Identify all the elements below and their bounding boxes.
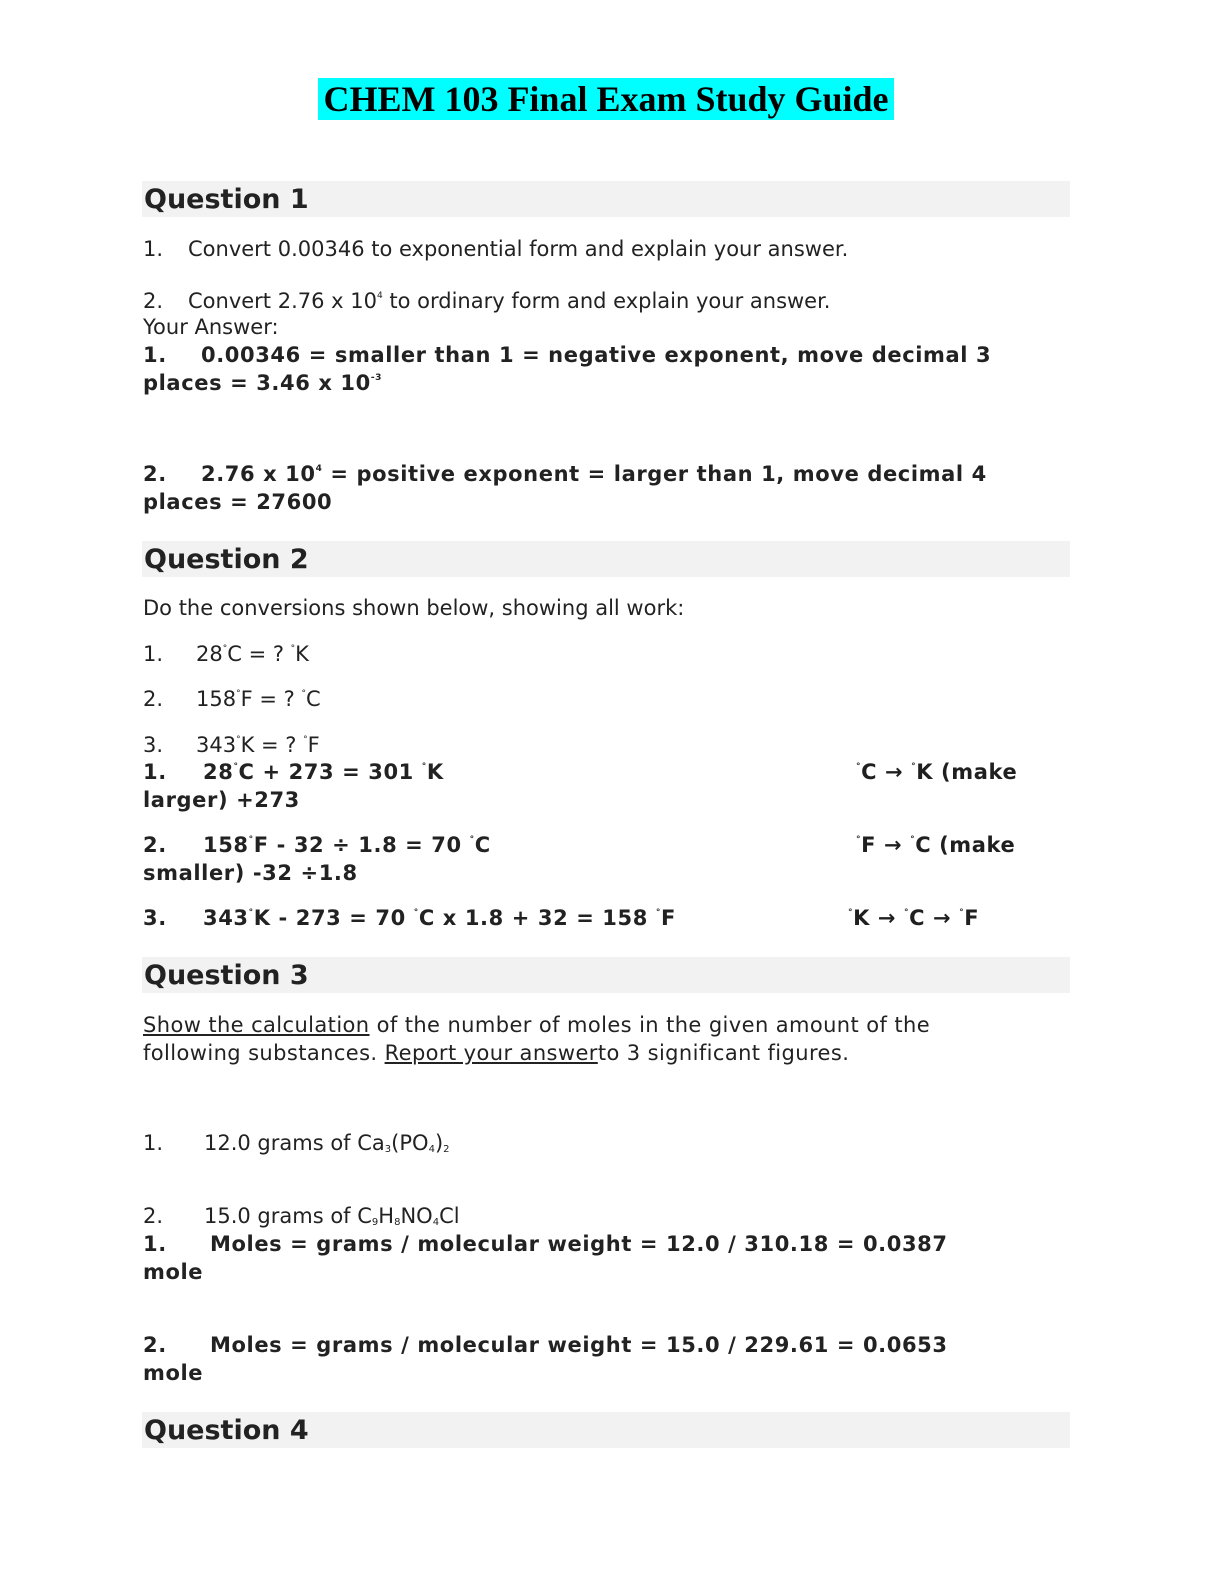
question-2-heading: Question 2 [142, 541, 1070, 577]
q1-item-2-pre: Convert 2.76 x 10 [188, 289, 377, 313]
degree-symbol: ° [655, 908, 661, 918]
q1-answer-2-pre: 2.76 x 10 [201, 462, 316, 486]
question-1-heading: Question 1 [142, 181, 1070, 217]
q3-item-2-subscript-2: 8 [394, 1217, 401, 1228]
q2-answer-2-mid: F - 32 ÷ 1.8 = 70 [253, 833, 470, 857]
q2-item-1-mid: C = ? [227, 642, 291, 666]
q2-answer-1-mid: C + 273 = 301 [238, 760, 422, 784]
q2-answer-3-number: 3. [143, 906, 167, 930]
q3-item-1-subscript-3: 2 [443, 1144, 450, 1155]
q3-item-2-h: H [378, 1204, 395, 1228]
q1-answer-2-number: 2. [143, 462, 167, 486]
q2-answer-1-number: 1. [143, 760, 167, 784]
degree-symbol: ° [413, 908, 419, 918]
q3-answer-1-text: Moles = grams / molecular weight = 12.0 / 310.18 = 0.0387 [210, 1232, 948, 1256]
q3-answer-2-text: Moles = grams / molecular weight = 15.0 / 229.61 = 0.0653 [210, 1333, 948, 1357]
q2-answer-3 [143, 904, 676, 932]
q1-your-answer-label: Your Answer: [143, 315, 279, 339]
degree-symbol: ° [904, 908, 910, 918]
degree-symbol: ° [233, 762, 239, 772]
degree-symbol: ° [469, 835, 475, 845]
degree-symbol: ° [248, 908, 254, 918]
degree-symbol: ° [236, 689, 241, 699]
q1-item-2-number: 2. [143, 289, 164, 313]
q2-answer-1-note-text: C → [861, 760, 912, 784]
q2-item-1-number: 1. [143, 642, 164, 666]
degree-symbol: ° [301, 689, 306, 699]
q1-item-2-post: to ordinary form and explain your answer. [382, 289, 831, 313]
q2-item-2-unit: C [305, 687, 321, 711]
q2-item-1-value: 28 [196, 642, 223, 666]
q3-item-1-mid: (PO [391, 1131, 429, 1155]
q3-intro-line-2 [143, 1039, 849, 1067]
q1-answer-2-line-2: places = 27600 [143, 490, 333, 514]
q3-answer-1-line-2: mole [143, 1260, 204, 1284]
degree-symbol: ° [911, 762, 917, 772]
q3-item-1-subscript-2: 4 [428, 1144, 435, 1155]
q2-item-2-value: 158 [196, 687, 237, 711]
q2-item-2-mid: F = ? [240, 687, 302, 711]
q3-answer-1-line-1 [143, 1230, 948, 1258]
q2-item-2-number: 2. [143, 687, 164, 711]
degree-symbol: ° [303, 735, 308, 745]
q2-answer-1-line-1 [143, 758, 444, 786]
q3-intro-text: of the number of moles in the given amount of the [369, 1013, 931, 1037]
q1-item-1-text: Convert 0.00346 to exponential form and explain your answer. [188, 237, 849, 261]
q3-item-2-subscript-3: 4 [432, 1217, 440, 1228]
q1-item-1-number: 1. [143, 237, 164, 261]
q3-item-2-pre: 15.0 grams of C [204, 1204, 372, 1228]
q3-item-2 [143, 1202, 460, 1230]
q2-answer-3-note-text-2: C → [909, 906, 960, 930]
q2-answer-2-number: 2. [143, 833, 167, 857]
q1-answer-2-exponent: 4 [315, 464, 323, 474]
report-answer-link[interactable]: Report your answer [384, 1041, 598, 1065]
q2-item-1-unit: K [295, 642, 309, 666]
q2-answer-3-mid: K - 273 = 70 [253, 906, 414, 930]
q3-answer-1-number: 1. [143, 1232, 167, 1256]
q3-item-1-subscript-1: 3 [384, 1144, 392, 1155]
degree-symbol: ° [856, 835, 862, 845]
q3-item-2-no: NO [400, 1204, 433, 1228]
degree-symbol: ° [290, 644, 296, 654]
q2-item-1 [143, 640, 309, 668]
q2-item-3-unit: F [307, 733, 320, 757]
q3-answer-2-number: 2. [143, 1333, 167, 1357]
q2-answer-3-value: 343 [203, 906, 249, 930]
q2-answer-1-unit: K [426, 760, 444, 784]
q1-answer-1-exponent: -3 [370, 373, 383, 383]
q2-answer-2-note [856, 831, 1015, 859]
q3-item-1-close: ) [434, 1131, 444, 1155]
q3-intro-text-2: following substances. [143, 1041, 385, 1065]
question-3-heading: Question 3 [142, 957, 1070, 993]
degree-symbol: ° [856, 762, 862, 772]
q2-answer-1-note-text-2: K (make [916, 760, 1018, 784]
degree-symbol: ° [421, 762, 427, 772]
q2-intro: Do the conversions shown below, showing all work: [143, 596, 685, 620]
q1-answer-1-line-1 [143, 341, 991, 369]
q1-item-2-exponent: 4 [376, 291, 383, 301]
q2-item-3-mid: K = ? [240, 733, 304, 757]
q2-answer-3-note [848, 904, 979, 932]
q2-answer-1-value: 28 [203, 760, 234, 784]
q3-item-2-number: 2. [143, 1204, 164, 1228]
show-calculation-link[interactable]: Show the calculation [143, 1013, 370, 1037]
q3-item-1-pre: 12.0 grams of Ca [204, 1131, 385, 1155]
q2-answer-3-unit: F [660, 906, 676, 930]
q1-item-2 [143, 287, 831, 315]
q1-answer-2-line-1 [143, 460, 987, 488]
degree-symbol: ° [236, 735, 241, 745]
q2-item-3-value: 343 [196, 733, 237, 757]
q2-answer-1-line-2: larger) +273 [143, 788, 300, 812]
q2-answer-3-note-text-3: F [964, 906, 980, 930]
question-4-heading: Question 4 [142, 1412, 1070, 1448]
q1-answer-1-text: 0.00346 = smaller than 1 = negative exponent, move decimal 3 [201, 343, 992, 367]
q2-answer-2-line-1 [143, 831, 491, 859]
q3-item-1 [143, 1129, 450, 1157]
q3-intro-text-3: to 3 significant figures. [597, 1041, 850, 1065]
page-title: CHEM 103 Final Exam Study Guide [318, 78, 894, 120]
q3-item-2-cl: Cl [439, 1204, 460, 1228]
q1-item-1 [143, 235, 848, 263]
q2-answer-2-line-2: smaller) -32 ÷1.8 [143, 861, 358, 885]
q2-answer-2-value: 158 [203, 833, 249, 857]
q2-item-2 [143, 685, 321, 713]
q2-item-3-number: 3. [143, 733, 164, 757]
degree-symbol: ° [910, 835, 916, 845]
q2-answer-3-mid-2: C x 1.8 + 32 = 158 [418, 906, 656, 930]
q2-answer-2-note-text: F → [861, 833, 911, 857]
q2-item-3 [143, 731, 320, 759]
q3-answer-2-line-1 [143, 1331, 948, 1359]
q2-answer-1-note [856, 758, 1017, 786]
degree-symbol: ° [222, 644, 228, 654]
degree-symbol: ° [848, 908, 854, 918]
q3-intro-line-1 [143, 1011, 930, 1039]
q3-answer-2-line-2: mole [143, 1361, 204, 1385]
q1-answer-1-line-2 [143, 369, 382, 397]
q2-answer-2-note-text-2: C (make [915, 833, 1016, 857]
degree-symbol: ° [248, 835, 254, 845]
q1-answer-1-line-2-text: places = 3.46 x 10 [143, 371, 371, 395]
degree-symbol: ° [959, 908, 965, 918]
q2-answer-2-unit: C [474, 833, 491, 857]
q1-answer-1-number: 1. [143, 343, 167, 367]
q3-item-2-subscript-1: 9 [371, 1217, 379, 1228]
q1-answer-2-post: = positive exponent = larger than 1, move decimal 4 [322, 462, 987, 486]
q2-answer-3-note-text-1: K → [853, 906, 905, 930]
q3-item-1-number: 1. [143, 1131, 164, 1155]
